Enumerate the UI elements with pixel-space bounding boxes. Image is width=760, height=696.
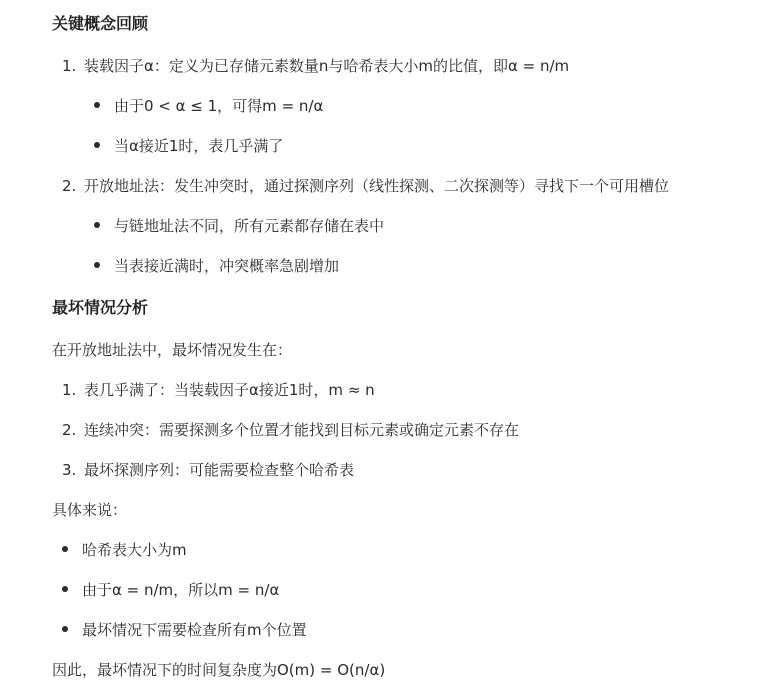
bullet-text: 与链地址法不同，所有元素都存储在表中: [114, 217, 385, 235]
bullet-text: 哈希表大小为m: [82, 541, 187, 559]
list-number: 1.: [62, 381, 77, 399]
bullet-item: [62, 580, 279, 600]
list-item-text: 装载因子α：定义为已存储元素数量n与哈希表大小m的比值，即α = n/m: [84, 57, 570, 75]
bullet-icon: [62, 586, 68, 592]
section-title-worst-case: 最坏情况分析: [52, 298, 149, 317]
list-item: [62, 176, 669, 196]
bullet-icon: [94, 102, 100, 108]
bullet-text: 由于0 < α ≤ 1，可得m = n/α: [114, 97, 324, 115]
bullet-text: 当表接近满时，冲突概率急剧增加: [114, 257, 340, 275]
bullet-item: [94, 136, 283, 156]
bullet-item: [94, 256, 339, 276]
section-title-key-concepts: 关键概念回顾: [52, 14, 149, 33]
list-number: 2.: [62, 421, 77, 439]
bullet-icon: [94, 142, 100, 148]
list-item-text: 表几乎满了：当装载因子α接近1时，m ≈ n: [84, 381, 375, 399]
bullet-icon: [62, 546, 68, 552]
bullet-item: [62, 620, 307, 640]
bullet-icon: [62, 626, 68, 632]
paragraph-conclusion: 因此，最坏情况下的时间复杂度为O(m) = O(n/α): [52, 661, 386, 679]
bullet-icon: [94, 222, 100, 228]
list-number: 3.: [62, 461, 77, 479]
bullet-text: 由于α = n/m，所以m = n/α: [82, 581, 280, 599]
paragraph-intro: 在开放地址法中，最坏情况发生在：: [52, 341, 293, 359]
list-item-text: 开放地址法：发生冲突时，通过探测序列（线性探测、二次探测等）寻找下一个可用槽位: [84, 177, 670, 195]
list-number: 2.: [62, 177, 77, 195]
list-item: [62, 460, 354, 480]
list-item: [62, 56, 569, 76]
bullet-item: [62, 540, 187, 560]
list-item: [62, 420, 519, 440]
bullet-item: [94, 216, 384, 236]
bullet-item: [94, 96, 323, 116]
bullet-text: 当α接近1时，表几乎满了: [114, 137, 284, 155]
paragraph-detail-intro: 具体来说：: [52, 501, 128, 519]
bullet-icon: [94, 262, 100, 268]
bullet-text: 最坏情况下需要检查所有m个位置: [82, 621, 307, 639]
list-item-text: 最坏探测序列：可能需要检查整个哈希表: [84, 461, 355, 479]
list-item: [62, 380, 375, 400]
list-item-text: 连续冲突：需要探测多个位置才能找到目标元素或确定元素不存在: [84, 421, 520, 439]
list-number: 1.: [62, 57, 77, 75]
